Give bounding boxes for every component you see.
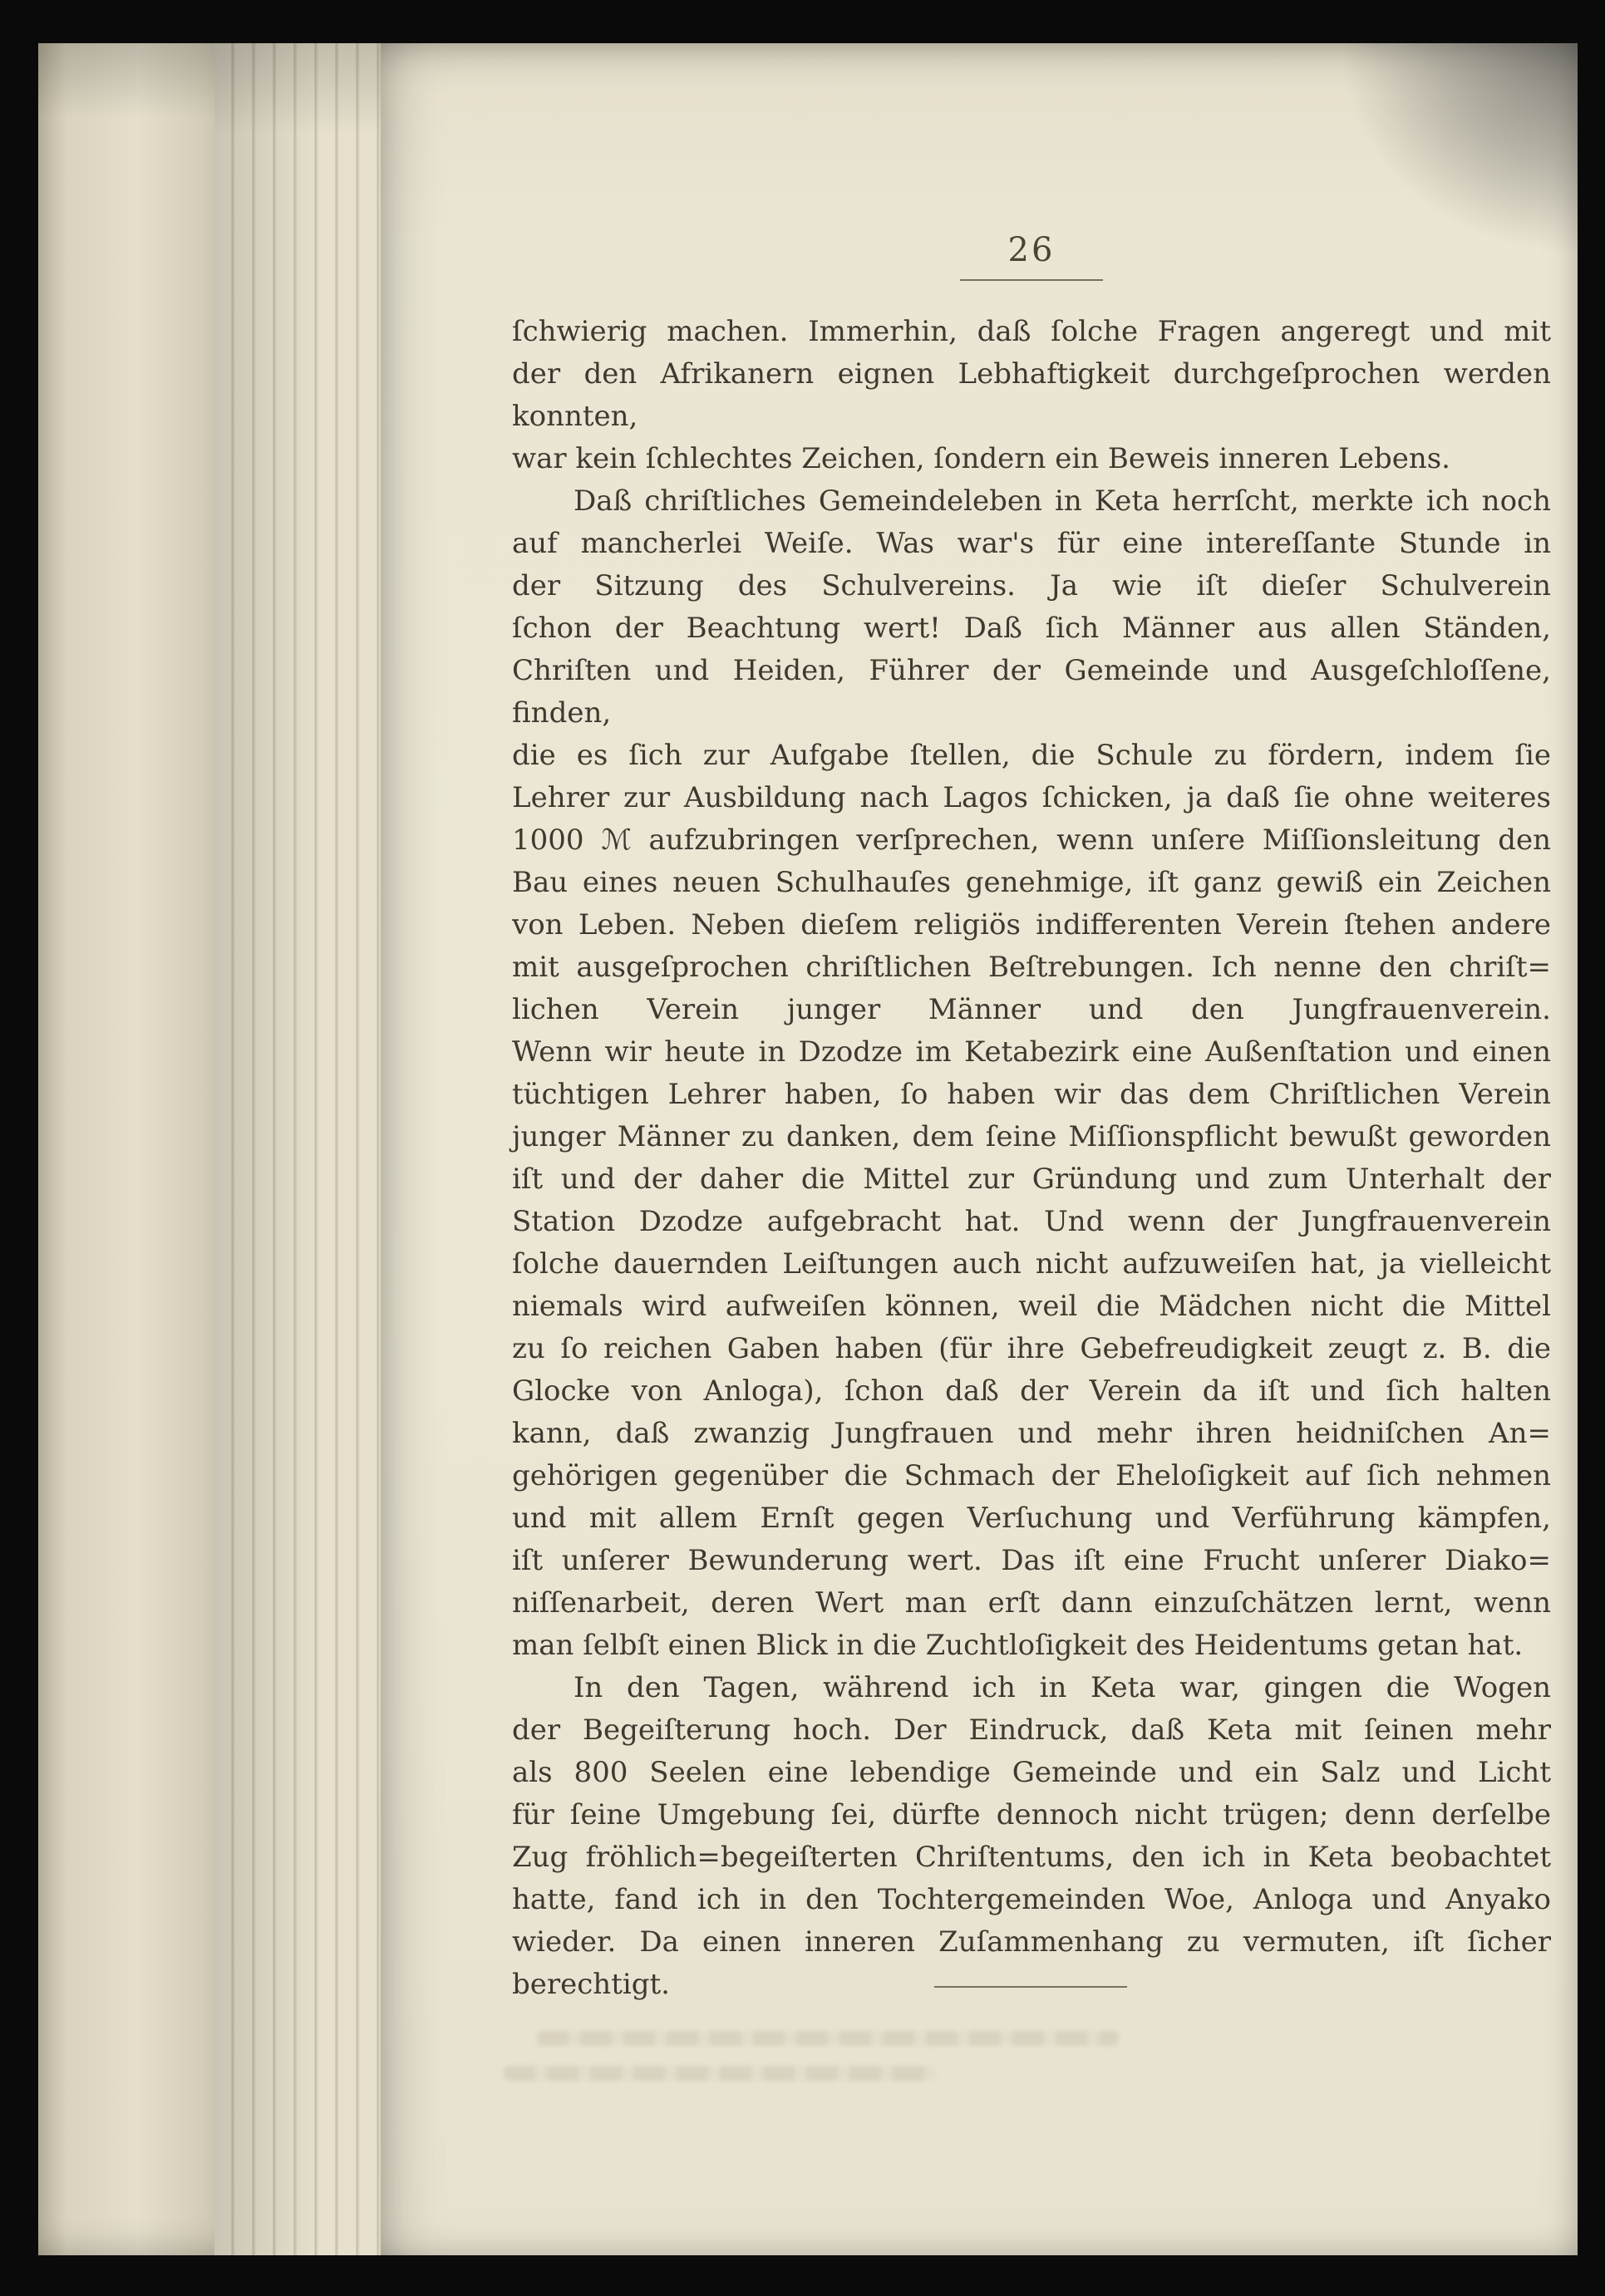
text-line: war kein ſchlechtes Zeichen, ſondern ein Beweis inneren Lebens. <box>512 442 1450 475</box>
text-line: junger Männer zu danken, dem ſeine Miſſionspflicht bewußt geworden <box>512 1120 1551 1153</box>
text-line: Daß chriſtliches Gemeindeleben in Keta herrſcht, merkte ich noch <box>574 484 1551 518</box>
text-line: niſſenarbeit, deren Wert man erſt dann einzuſchätzen lernt, wenn <box>512 1586 1551 1620</box>
text-line: Station Dzodze aufgebracht hat. Und wenn der Jungfrauenverein <box>512 1205 1551 1238</box>
text-line: ſolche dauernden Leiſtungen auch nicht aufzuweiſen hat, ja vielleicht <box>512 1247 1551 1281</box>
text-line: der Begeiſterung hoch. Der Eindruck, daß Keta mit ſeinen mehr <box>512 1713 1551 1747</box>
text-line: tüchtigen Lehrer haben, ſo haben wir das dem Chriſtlichen Verein <box>512 1078 1551 1111</box>
text-line: Wenn wir heute in Dzodze im Ketabezirk eine Außenſtation und einen <box>512 1035 1551 1069</box>
text-line: hatte, fand ich in den Tochtergemeinden Woe, Anloga und Anyako <box>512 1883 1551 1916</box>
page-number-rule <box>960 279 1103 281</box>
text-line: wieder. Da einen inneren Zuſammenhang zu vermuten, iſt ſicher <box>512 1925 1551 1959</box>
left-page-edge <box>38 43 214 2255</box>
text-line: man ſelbſt einen Blick in die Zuchtloſigkeit des Heidentums getan hat. <box>512 1629 1524 1662</box>
text-line: Chriſten und Heiden, Führer der Gemeinde und Ausgeſchloſſene, finden, <box>512 654 1551 730</box>
text-line: und mit allem Ernſt gegen Verſuchung und Verführung kämpfen, <box>512 1502 1551 1535</box>
text-line: als 800 Seelen eine lebendige Gemeinde und ein Salz und Licht <box>512 1756 1551 1789</box>
text-line: zu ſo reichen Gaben haben (für ihre Gebefreudigkeit zeugt z. B. die <box>512 1332 1551 1365</box>
page-number: 26 <box>1007 231 1056 269</box>
text-line: für ſeine Umgebung ſei, dürfte dennoch nicht trügen; denn derſelbe <box>512 1798 1551 1831</box>
text-line: der den Afrikanern eignen Lebhaftigkeit durchgeſprochen werden konnten, <box>512 357 1551 433</box>
text-line: der Sitzung des Schulvereins. Ja wie iſt dieſer Schulverein <box>512 569 1551 602</box>
text-line: In den Tagen, während ich in Keta war, gingen die Wogen <box>574 1671 1551 1704</box>
stacked-page-edges <box>214 43 381 2255</box>
page-header <box>512 231 1551 281</box>
corner-shadow <box>1345 43 1578 251</box>
text-line: die es ſich zur Aufgabe ſtellen, die Schule zu fördern, indem ſie <box>512 739 1551 772</box>
text-line: 1000 ℳ aufzubringen verſprechen, wenn unſere Miſſionsleitung den <box>512 824 1551 857</box>
text-line: berechtigt. <box>512 1968 670 2001</box>
text-line: lichen Verein junger Männer und den Jungfrauenverein. <box>512 993 1551 1026</box>
text-line: mit ausgeſprochen chriſtlichen Beſtrebungen. Ich nenne den chriſt= <box>512 951 1551 984</box>
text-line: gehörigen gegenüber die Schmach der Eheloſigkeit auf ſich nehmen <box>512 1459 1551 1492</box>
text-line: ſchon der Beachtung wert! Daß ſich Männer aus allen Ständen, <box>512 612 1551 645</box>
text-line: Glocke von Anloga), ſchon daß der Verein da iſt und ſich halten <box>512 1374 1551 1408</box>
text-block <box>512 311 1551 2006</box>
section-divider-rule <box>934 1986 1127 1988</box>
book-scan <box>38 43 1578 2255</box>
text-line: iſt und der daher die Mittel zur Gründung und zum Unterhalt der <box>512 1163 1551 1196</box>
text-line: Zug fröhlich=begeiſterten Chriſtentums, den ich in Keta beobachtet <box>512 1841 1551 1874</box>
text-line: Lehrer zur Ausbildung nach Lagos ſchicken, ja daß ſie ohne weiteres <box>512 781 1551 814</box>
text-line: ſchwierig machen. Immerhin, daß ſolche Fragen angeregt und mit <box>512 315 1551 348</box>
text-line: auf mancherlei Weiſe. Was war's für eine intereſſante Stunde in <box>512 527 1551 560</box>
text-line: von Leben. Neben dieſem religiös indifferenten Verein ſtehen andere <box>512 908 1551 942</box>
text-line: kann, daß zwanzig Jungfrauen und mehr ihren heidniſchen An= <box>512 1417 1551 1450</box>
text-line: niemals wird aufweiſen können, weil die Mädchen nicht die Mittel <box>512 1290 1551 1323</box>
text-line: Bau eines neuen Schulhauſes genehmige, iſt ganz gewiß ein Zeichen <box>512 866 1551 899</box>
text-line: iſt unſerer Bewunderung wert. Das iſt eine Frucht unſerer Diako= <box>512 1544 1551 1577</box>
